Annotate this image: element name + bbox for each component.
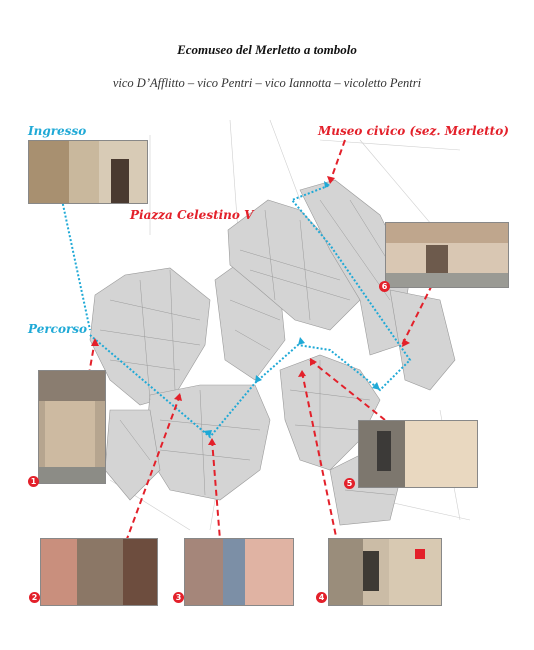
photo-2 [40, 538, 158, 606]
photo-6 [385, 222, 509, 288]
page-title: Ecomuseo del Merletto a tombolo [177, 42, 357, 57]
photo-6-badge: 6 [379, 281, 390, 292]
route-leg-ingresso [62, 200, 90, 330]
photo-3-badge: 3 [173, 592, 184, 603]
photo-4-badge: 4 [316, 592, 327, 603]
photo-5-badge: 5 [344, 478, 355, 489]
pointer-museo [330, 140, 345, 182]
photo-5 [358, 420, 478, 488]
photo-4 [328, 538, 442, 606]
museo-label: Museo civico (sez. Merletto) [318, 124, 509, 138]
photo-3 [184, 538, 294, 606]
piazza-label: Piazza Celestino V [130, 208, 254, 222]
photo-ingresso [28, 140, 148, 204]
page-subtitle: vico D’Afflitto – vico Pentri – vico Iannotta – vicoletto Pentri [112, 76, 422, 90]
photo-2-badge: 2 [29, 592, 40, 603]
ingresso-label: Ingresso [28, 124, 87, 138]
block-south-west [145, 385, 270, 500]
percorso-label: Percorso [28, 322, 88, 336]
photo-1 [38, 370, 106, 484]
photo-1-badge: 1 [28, 476, 39, 487]
block-west [90, 268, 210, 405]
block-far-west [105, 410, 160, 500]
